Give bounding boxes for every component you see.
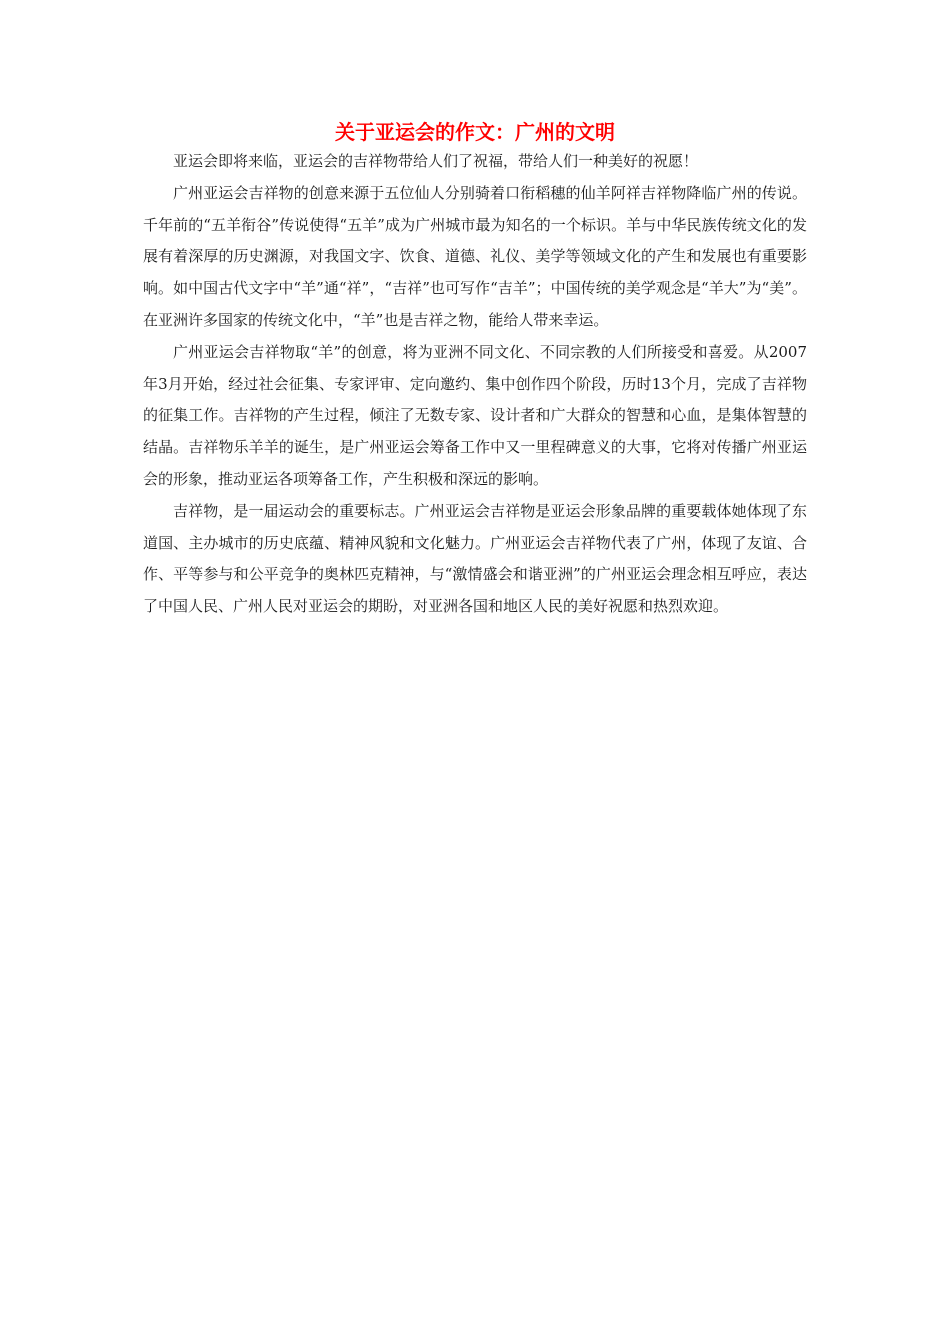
paragraph-mascot-creation: 广州亚运会吉祥物取“羊”的创意，将为亚洲不同文化、不同宗教的人们所接受和喜爱。从2007年3月开始，经过社会征集、专家评审、定向邀约、集中创作四个阶段，历时13个月，完成了吉祥物的征集工作。吉祥物的产生过程，倾注了无数专家、设计者和广大群众的智慧和心血，是集体智慧的结晶。吉祥物乐羊羊的诞生，是广州亚运会筹备工作中又一里程碑意义的大事，它将对传播广州亚运会的形象，推动亚运各项筹备工作，产生积极和深远的影响。 bbox=[143, 342, 807, 488]
paragraph-intro: 亚运会即将来临，亚运会的吉祥物带给人们了祝福，带给人们一种美好的祝愿！ bbox=[173, 152, 699, 170]
document-page bbox=[143, 118, 807, 623]
document-title: 关于亚运会的作文：广州的文明 bbox=[335, 120, 615, 144]
paragraph-mascot-origin: 广州亚运会吉祥物的创意来源于五位仙人分别骑着口衔稻穗的仙羊阿祥吉祥物降临广州的传说。千年前的“五羊衔谷”传说使得“五羊”成为广州城市最为知名的一个标识。羊与中华民族传统文化的发展有着深厚的历史渊源，对我国文字、饮食、道德、礼仪、美学等领域文化的产生和发展也有重要影响。如中国古代文字中“羊”通“祥”，“吉祥”也可写作“吉羊”；中国传统的美学观念是“羊大”为“美”。在亚洲许多国家的传统文化中，“羊”也是吉祥之物，能给人带来幸运。 bbox=[143, 183, 807, 329]
paragraph-mascot-significance: 吉祥物，是一届运动会的重要标志。广州亚运会吉祥物是亚运会形象品牌的重要载体她体现了东道国、主办城市的历史底蕴、精神风貌和文化魅力。广州亚运会吉祥物代表了广州，体现了友谊、合作、平等参与和公平竞争的奥林匹克精神，与“激情盛会和谐亚洲”的广州亚运会理念相互呼应，表达了中国人民、广州人民对亚运会的期盼，对亚洲各国和地区人民的美好祝愿和热烈欢迎。 bbox=[143, 501, 807, 616]
